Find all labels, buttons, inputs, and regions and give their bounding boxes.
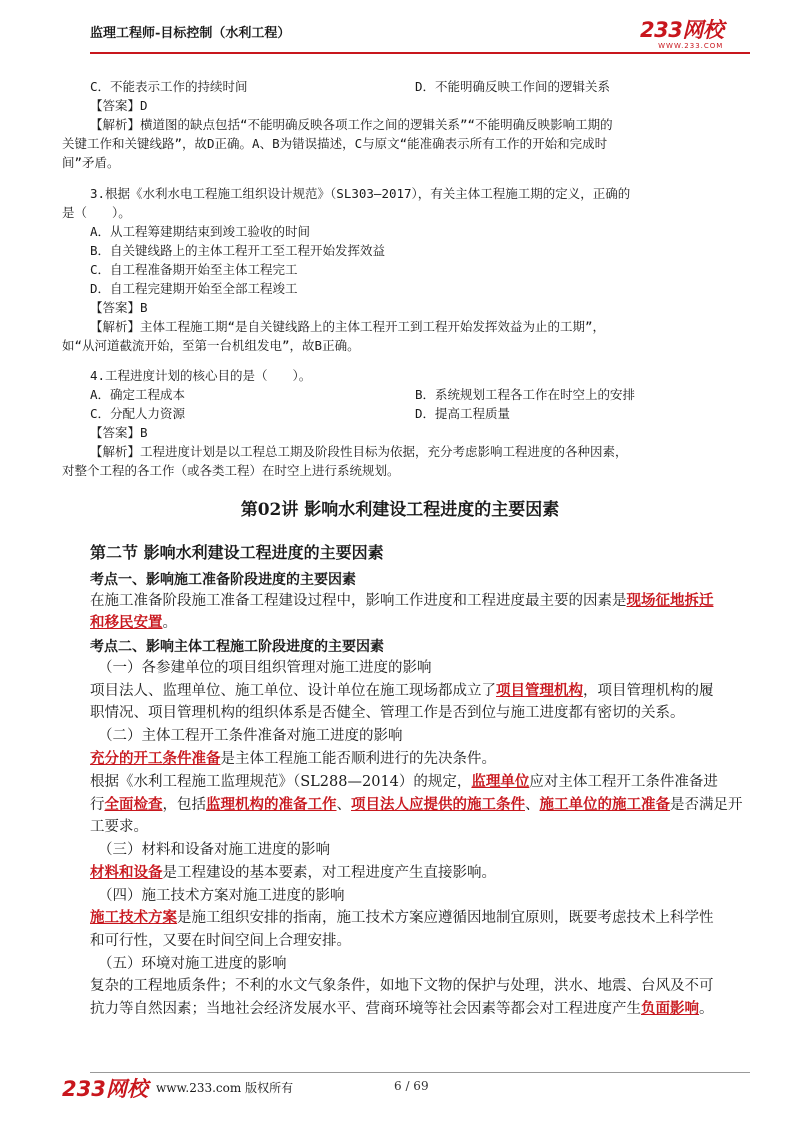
kp2-s2-p2-text: 根据《水利工程施工监理规范》（SL288—2014）的规定， bbox=[90, 774, 472, 790]
page-number: 6 / 69 bbox=[394, 1079, 429, 1093]
kp2-s1-line1 bbox=[90, 680, 714, 702]
q3-option-a: A．从工程筹建期结束到竣工验收的时间 bbox=[90, 224, 311, 239]
kp1-paragraph-line2 bbox=[90, 612, 177, 634]
kp2-s3-text: 是工程建设的基本要素，对工程进度产生直接影响。 bbox=[162, 865, 496, 881]
kp2-s3-highlight: 材料和设备 bbox=[90, 864, 163, 881]
q4-option-c: C．分配人力资源 bbox=[90, 406, 186, 421]
header-title: 监理工程师-目标控制（水利工程） bbox=[90, 26, 291, 41]
kp2-s4-title: （四）施工技术方案对施工进度的影响 bbox=[98, 888, 345, 904]
footer-divider bbox=[90, 1072, 750, 1073]
kp1-paragraph-line1 bbox=[90, 590, 714, 612]
kp2-s2-line3 bbox=[90, 794, 743, 816]
q4-analysis-line1: 【解析】工程进度计划是以工程总工期及阶段性目标为依据，充分考虑影响工程进度的各种因素， bbox=[90, 444, 628, 459]
q2-answer: 【答案】D bbox=[90, 98, 148, 113]
q3-stem-line1: 3.根据《水利水电工程施工组织设计规范》（SL303—2017），有关主体工程施工期的定义，正确的 bbox=[90, 186, 631, 201]
kp2-s1-title: （一）各参建单位的项目组织管理对施工进度的影响 bbox=[98, 660, 432, 676]
kp2-s5-line2 bbox=[90, 998, 714, 1020]
q3-analysis-line1: 【解析】主体工程施工期“是自关键线路上的主体工程开工到工程开始发挥效益为止的工期”， bbox=[90, 319, 606, 334]
kp2-s2-text: 是主体工程施工能否顺利进行的先决条件。 bbox=[220, 751, 496, 767]
section-title: 第二节 影响水利建设工程进度的主要因素 bbox=[90, 543, 384, 562]
q4-option-d: D．提高工程质量 bbox=[415, 406, 511, 421]
kp2-s3-title: （三）材料和设备对施工进度的影响 bbox=[98, 842, 330, 858]
q3-answer: 【答案】B bbox=[90, 300, 148, 315]
kp2-s3-line1 bbox=[90, 862, 496, 884]
q2-option-c: C．不能表示工作的持续时间 bbox=[90, 79, 248, 94]
q2-analysis-line3: 间”矛盾。 bbox=[62, 155, 120, 170]
q2-analysis-line2: 关键工作和关键线路”，故D正确。A、B为错误描述，C与原文“能准确表示所有工作的开始和完成时 bbox=[62, 136, 608, 151]
kp2-s1-line2: 职情况、项目管理机构的组织体系是否健全、管理工作是否到位与施工进度都有密切的关系。 bbox=[90, 705, 685, 721]
kp2-s2-highlight: 充分的开工条件准备 bbox=[90, 750, 221, 767]
kp2-s1-text: 项目法人、监理单位、施工单位、设计单位在施工现场都成立了 bbox=[90, 683, 496, 699]
kp2-s2-line4: 工要求。 bbox=[90, 819, 148, 835]
kp1-text-end: 。 bbox=[162, 615, 177, 631]
q4-answer: 【答案】B bbox=[90, 425, 148, 440]
kp2-s2-p3-text-1: 行 bbox=[90, 797, 105, 813]
kp2-s5-highlight: 负面影响 bbox=[641, 1000, 699, 1017]
kp2-s2-p3-highlight-1: 全面检查 bbox=[104, 796, 163, 813]
kp2-s2-p3-highlight-2: 监理机构的准备工作 bbox=[206, 796, 337, 813]
kp2-s2-p2-text-2: 应对主体工程开工条件准备进 bbox=[529, 774, 718, 790]
q4-option-a: A．确定工程成本 bbox=[90, 387, 186, 402]
header-divider bbox=[90, 52, 750, 54]
kp2-s4-line2: 和可行性，又要在时间空间上合理安排。 bbox=[90, 933, 351, 949]
kp2-s2-p3-text-4: 、 bbox=[525, 797, 540, 813]
kp1-highlight-2: 和移民安置 bbox=[90, 614, 163, 631]
kp2-title: 考点二、影响主体工程施工阶段进度的主要因素 bbox=[90, 639, 384, 655]
kp2-s2-p3-text-2: ，包括 bbox=[162, 797, 206, 813]
kp2-s5-line1: 复杂的工程地质条件；不利的水文气象条件，如地下文物的保护与处理，洪水、地震、台风及不可 bbox=[90, 978, 714, 994]
brand-logo-sub: WWW.233.COM bbox=[658, 42, 724, 50]
kp2-s5-text-end: 。 bbox=[699, 1001, 714, 1017]
kp2-s5-text: 抗力等自然因素；当地社会经济发展水平、营商环境等社会因素等都会对工程进度产生 bbox=[90, 1001, 641, 1017]
kp2-s2-p3-text-5: 是否满足开 bbox=[670, 797, 743, 813]
kp2-s2-p2-highlight: 监理单位 bbox=[471, 773, 530, 790]
q3-option-b: B．自关键线路上的主体工程开工至工程开始发挥效益 bbox=[90, 243, 386, 258]
q4-stem: 4.工程进度计划的核心目的是（ ）。 bbox=[90, 368, 312, 383]
kp2-s2-p3-highlight-4: 施工单位的施工准备 bbox=[539, 796, 670, 813]
q2-option-d: D．不能明确反映工作间的逻辑关系 bbox=[415, 79, 611, 94]
q3-option-d: D．自工程完建期开始至全部工程竣工 bbox=[90, 281, 298, 296]
kp2-s4-highlight: 施工技术方案 bbox=[90, 909, 177, 926]
brand-logo-text: 233网校 bbox=[640, 18, 724, 42]
kp2-s5-title: （五）环境对施工进度的影响 bbox=[98, 956, 287, 972]
q2-analysis-line1: 【解析】横道图的缺点包括“不能明确反映各项工作之间的逻辑关系”“不能明确反映影响工期的 bbox=[90, 117, 613, 132]
kp1-text: 在施工准备阶段施工准备工程建设过程中，影响工作进度和工程进度最主要的因素是 bbox=[90, 593, 627, 609]
kp2-s1-text-2: ，项目管理机构的履 bbox=[583, 683, 714, 699]
kp2-s4-line1 bbox=[90, 907, 714, 929]
q4-analysis-line2: 对整个工程的各工作（或各类工程）在时空上进行系统规划。 bbox=[62, 463, 400, 478]
footer-copyright: www.233.com 版权所有 bbox=[156, 1081, 294, 1095]
q3-analysis-line2: 如“从河道截流开始，至第一台机组发电”，故B正确。 bbox=[62, 338, 360, 353]
kp2-s2-p3-text-3: 、 bbox=[336, 797, 351, 813]
q3-option-c: C．自工程准备期开始至主体工程完工 bbox=[90, 262, 298, 277]
kp2-s1-highlight: 项目管理机构 bbox=[496, 682, 583, 699]
footer-logo[interactable]: 233网校 bbox=[62, 1077, 148, 1101]
kp1-highlight-1: 现场征地拆迁 bbox=[626, 592, 714, 609]
kp2-s2-line1 bbox=[90, 748, 496, 770]
q4-option-b: B．系统规划工程各工作在时空上的安排 bbox=[415, 387, 636, 402]
kp2-s2-line2 bbox=[90, 771, 718, 793]
kp1-title: 考点一、影响施工准备阶段进度的主要因素 bbox=[90, 572, 356, 588]
kp2-s2-p3-highlight-3: 项目法人应提供的施工条件 bbox=[351, 796, 525, 813]
q3-stem-line2: 是（ ）。 bbox=[62, 205, 131, 220]
kp2-s2-title: （二）主体工程开工条件准备对施工进度的影响 bbox=[98, 728, 403, 744]
brand-logo[interactable] bbox=[640, 14, 723, 50]
lecture-title: 第02讲 影响水利建设工程进度的主要因素 bbox=[240, 500, 560, 520]
kp2-s4-text: 是施工组织安排的指南，施工技术方案应遵循因地制宜原则，既要考虑技术上科学性 bbox=[177, 910, 714, 926]
